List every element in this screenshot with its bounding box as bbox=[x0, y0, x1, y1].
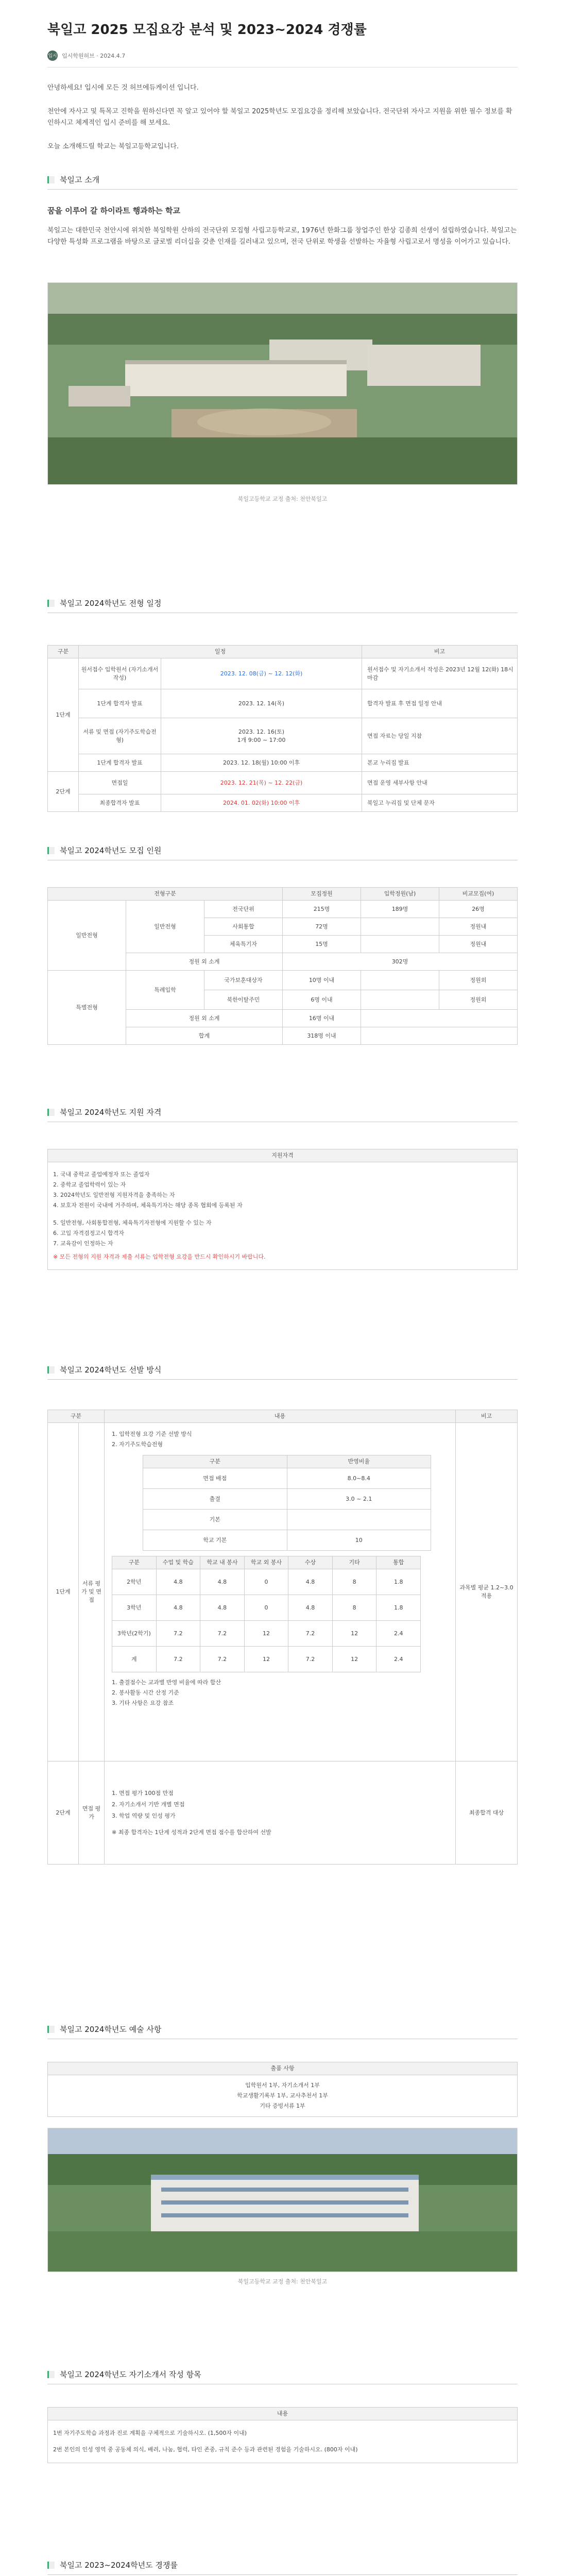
table-cell: 26명 bbox=[439, 901, 518, 918]
table bbox=[47, 2407, 518, 2463]
page-title: 북일고 2025 모집요강 분석 및 2023~2024 경쟁률 bbox=[47, 22, 367, 38]
table-row bbox=[112, 1569, 421, 1595]
table-cell: 체육특기자 bbox=[204, 936, 283, 953]
table-cell: 최종합격 대상 bbox=[456, 1761, 518, 1865]
intro bbox=[47, 82, 518, 152]
table-cell: 모집정원 bbox=[283, 888, 361, 901]
school-building-image bbox=[48, 283, 518, 485]
table-cell: 수상 bbox=[288, 1556, 333, 1569]
table-cell: 구분 bbox=[112, 1556, 157, 1569]
table-cell: 정원 외 소계 bbox=[126, 953, 283, 971]
table-cell: 과목별 평균 1.2~3.0 적용 bbox=[456, 1423, 518, 1761]
table bbox=[112, 1556, 421, 1672]
table-cell: 2.4 bbox=[376, 1647, 421, 1672]
table-cell: 2023. 12. 18(월) 10:00 이후 bbox=[161, 754, 362, 772]
table-cell: 16명 이내 bbox=[283, 1010, 361, 1027]
table-cell: 1.8 bbox=[376, 1595, 421, 1621]
text: 북일고 소개 bbox=[60, 175, 100, 184]
table-cell: 계 bbox=[112, 1647, 157, 1672]
table-row bbox=[112, 1647, 421, 1672]
section-competition bbox=[47, 2560, 518, 2575]
table-cell: 2024. 01. 02(화) 10:00 이후 bbox=[161, 794, 362, 812]
table-row bbox=[48, 901, 518, 918]
table-row bbox=[48, 2420, 518, 2463]
heading-mark-icon bbox=[47, 1366, 55, 1374]
section-heading bbox=[47, 598, 518, 613]
table-cell: 특례입학 bbox=[126, 971, 204, 1010]
author-name[interactable]: 입시학원허브 · 2024.4.7 bbox=[62, 52, 126, 59]
table-cell: 학교 외 봉사 bbox=[244, 1556, 288, 1569]
eligibility-line: 3. 2024학년도 일반전형 지원자격을 충족하는 자 bbox=[53, 1192, 175, 1198]
table-cell: 0 bbox=[244, 1569, 288, 1595]
table-cell: 7.2 bbox=[288, 1647, 333, 1672]
table-row bbox=[48, 772, 518, 794]
table-row bbox=[48, 1149, 518, 1162]
table-cell: 4.8 bbox=[200, 1569, 245, 1595]
text: 북일고 2023~2024학년도 경쟁률 bbox=[60, 2561, 178, 2570]
section-eligibility bbox=[47, 1107, 518, 1122]
schedule-table bbox=[47, 645, 518, 812]
photo-caption: 북일고등학교 교정 출처: 천안북일고 bbox=[237, 2278, 328, 2285]
table-cell: 4.8 bbox=[156, 1569, 200, 1595]
table-row bbox=[48, 646, 518, 658]
table-cell: 12 bbox=[332, 1621, 376, 1647]
table-cell: 12 bbox=[332, 1647, 376, 1672]
heading-mark-icon bbox=[47, 176, 55, 183]
table-cell: 318명 이내 bbox=[283, 1027, 361, 1045]
text: 북일고 2024학년도 전형 일정 bbox=[60, 599, 162, 608]
table-cell bbox=[287, 1510, 431, 1530]
table-cell: 일정 bbox=[79, 646, 362, 658]
table-cell: 4.8 bbox=[156, 1595, 200, 1621]
eligibility-table bbox=[47, 1149, 518, 1270]
table-cell: 12 bbox=[244, 1647, 288, 1672]
table-cell: 출결 bbox=[143, 1489, 287, 1510]
table-cell bbox=[105, 1761, 456, 1865]
table-cell: 전형구분 bbox=[48, 888, 283, 901]
table-cell: 15명 bbox=[283, 936, 361, 953]
intro-line: 천안에 자사고 및 특목고 진학을 원하신다면 꼭 알고 있어야 할 북일고 2025학년도 모집요강을 정리해 보았습니다. 전국단위 자사고 지원을 위한 필수 정보를 확인하시고 체계적인 입시 준비를 해 보세요. bbox=[47, 108, 512, 127]
section-heading bbox=[47, 2560, 518, 2575]
table-cell bbox=[361, 1027, 518, 1045]
table bbox=[47, 645, 518, 812]
section-heading bbox=[47, 845, 518, 860]
table-cell bbox=[361, 1010, 518, 1027]
eligibility-line: 7. 교육감이 인정하는 자 bbox=[53, 1240, 113, 1247]
text: 북일고 2024학년도 예술 사항 bbox=[60, 2025, 162, 2034]
section-documents bbox=[47, 2024, 518, 2039]
intro-line: 안녕하세요! 입시에 모든 것 허브에듀케이션 입니다. bbox=[47, 84, 199, 92]
text: 북일고 2024학년도 모집 인원 bbox=[60, 846, 162, 855]
heading-mark-icon bbox=[47, 2562, 55, 2569]
heading-mark-icon bbox=[47, 600, 55, 607]
eligibility-line: 1. 국내 중학교 졸업예정자 또는 졸업자 bbox=[53, 1171, 150, 1178]
text: 2. 자기주도학습전형 bbox=[112, 1441, 163, 1448]
table-row bbox=[48, 1761, 518, 1865]
table-cell: 수업 및 학습 bbox=[156, 1556, 200, 1569]
table-cell: 8.0~8.4 bbox=[287, 1468, 431, 1489]
table-cell: 전국단위 bbox=[204, 901, 283, 918]
table-cell bbox=[48, 2420, 518, 2463]
table-row bbox=[48, 2075, 518, 2117]
text: 3. 학업 역량 및 인성 평가 bbox=[112, 1812, 176, 1819]
text: 북일고 2024학년도 선발 방식 bbox=[60, 1365, 162, 1375]
table-cell: 원서접수 및 자기소개서 작성은 2023년 12월 12(화) 18시 마감 bbox=[362, 658, 518, 689]
table-cell: 본교 누리집 발표 bbox=[362, 754, 518, 772]
section-essay bbox=[47, 2369, 518, 2384]
heading-mark-icon bbox=[47, 1109, 55, 1116]
table-cell bbox=[105, 1423, 456, 1761]
table-cell: 내용 bbox=[105, 1410, 456, 1423]
table-cell: 7.2 bbox=[156, 1647, 200, 1672]
table-cell: 2023. 12. 14(목) bbox=[161, 689, 362, 718]
intro-line: 오늘 소개해드릴 학교는 북일고등학교입니다. bbox=[47, 143, 179, 150]
table-row bbox=[143, 1455, 431, 1468]
table-row bbox=[143, 1489, 431, 1510]
article-header bbox=[47, 22, 518, 67]
table-row bbox=[48, 1162, 518, 1270]
text: 2. 자기소개서 기반 개별 면접 bbox=[112, 1801, 185, 1808]
text: 2번 본인의 인성 영역 중 공동체 의식, 배려, 나눔, 협력, 타인 존중, 규칙 준수 등과 관련된 경험을 기술하시오. (800자 이내) bbox=[53, 2446, 358, 2453]
section-intro-school bbox=[47, 174, 518, 248]
table bbox=[47, 887, 518, 1045]
table-cell bbox=[361, 990, 439, 1010]
school-building-image bbox=[48, 2128, 518, 2272]
text: 3. 기타 사항은 요강 참조 bbox=[112, 1700, 174, 1706]
table-cell: 구분 bbox=[48, 1410, 105, 1423]
table-cell: 0 bbox=[244, 1595, 288, 1621]
table-cell: 1단계 bbox=[48, 658, 79, 772]
section-quota bbox=[47, 845, 518, 860]
table-cell: 2023. 12. 08(금) ~ 12. 12(화) bbox=[161, 658, 362, 689]
text: 기타 증빙서류 1부 bbox=[260, 2103, 305, 2109]
eligibility-line: 2. 중학교 졸업학력이 있는 자 bbox=[53, 1181, 126, 1188]
table-cell: 72명 bbox=[283, 918, 361, 936]
table-cell: 구분 bbox=[48, 646, 79, 658]
text: 1번 자기주도학습 과정과 진로 계획을 구체적으로 기술하시오. (1,500자 이내) bbox=[53, 2430, 247, 2436]
table-cell: 내용 bbox=[48, 2408, 518, 2420]
table bbox=[47, 2062, 518, 2117]
eligibility-note: ※ 모든 전형의 지원 자격과 제출 서류는 입학전형 요강을 반드시 확인하시기 바랍니다. bbox=[53, 1253, 266, 1260]
table-cell: 합격자 발표 후 면접 일정 안내 bbox=[362, 689, 518, 718]
table bbox=[47, 1149, 518, 1270]
text: 북일고 2024학년도 자기소개서 작성 항목 bbox=[60, 2370, 201, 2379]
photo-caption: 북일고등학교 교정 출처: 천안북일고 bbox=[237, 496, 328, 502]
table-cell: 구분 bbox=[143, 1455, 287, 1468]
section-heading bbox=[47, 2024, 518, 2039]
text: 입학원서 1부, 자기소개서 1부 bbox=[245, 2082, 320, 2089]
table-row bbox=[48, 718, 518, 754]
selection-table bbox=[47, 1410, 518, 1865]
table-cell: 2학년 bbox=[112, 1569, 157, 1595]
table-cell: 원서접수 입학원서 (자기소개서 작성) bbox=[79, 658, 161, 689]
section-selection bbox=[47, 1364, 518, 1380]
table-row bbox=[143, 1510, 431, 1530]
documents-table bbox=[47, 2062, 518, 2117]
table-cell: 2단계 bbox=[48, 1761, 79, 1865]
table-cell: 8 bbox=[332, 1569, 376, 1595]
table-row bbox=[112, 1621, 421, 1647]
heading-mark-icon bbox=[47, 2026, 55, 2033]
section-body: 북일고는 대한민국 천안시에 위치한 북일학원 산하의 전국단위 모집형 사립고등학교로, 1976년 한화그룹 창업주인 한상 김종희 선생이 설립하였습니다. 북일고는 다양한 특성화 프로그램을 바탕으로 글로벌 리더십을 갖춘 인재를 길러내고 있으며, 전국 단위로 학생을 선발하는 자율형 사립고로서 명성을 이어가고 있습니다. bbox=[47, 227, 517, 246]
eligibility-line: 5. 일반전형, 사회통합전형, 체육특기자전형에 지원할 수 있는 자 bbox=[53, 1219, 212, 1226]
table-cell: 7.2 bbox=[200, 1647, 245, 1672]
section-subtitle: 꿈을 이루어 갈 하이라트 행과하는 학교 bbox=[47, 206, 180, 215]
section-heading bbox=[47, 1364, 518, 1380]
table-cell: 정원내 bbox=[439, 936, 518, 953]
table bbox=[143, 1455, 431, 1551]
table-cell: 지원자격 bbox=[48, 1149, 518, 1162]
quota-table bbox=[47, 887, 518, 1045]
table-row bbox=[48, 794, 518, 812]
table-cell: 2단계 bbox=[48, 772, 79, 812]
table-cell: 4.8 bbox=[288, 1569, 333, 1595]
text: 1. 출결점수는 교과별 반영 비율에 따라 합산 bbox=[112, 1679, 221, 1686]
table-row bbox=[48, 1410, 518, 1423]
table-row bbox=[48, 658, 518, 689]
table-cell: 1단계 합격자 발표 bbox=[79, 689, 161, 718]
heading-mark-icon bbox=[47, 2371, 55, 2378]
table-cell: 1단계 bbox=[48, 1423, 79, 1761]
table-cell: 서류 및 면접 (자기주도학습전형) bbox=[79, 718, 161, 754]
section-schedule bbox=[47, 598, 518, 613]
table-cell: 일반전형 bbox=[48, 901, 126, 971]
table-cell: 면접 자료는 당일 지참 bbox=[362, 718, 518, 754]
table-cell: 일반전형 bbox=[126, 901, 204, 953]
table-cell: 1단계 합격자 발표 bbox=[79, 754, 161, 772]
table-cell: 서류 평가 및 면접 bbox=[79, 1423, 105, 1761]
table-cell: 10 bbox=[287, 1530, 431, 1551]
table-cell: 북일고 누리집 및 단체 문자 bbox=[362, 794, 518, 812]
table-cell: 12 bbox=[244, 1621, 288, 1647]
table-cell: 4.8 bbox=[288, 1595, 333, 1621]
table-cell: 10명 이내 bbox=[283, 971, 361, 990]
table-cell: 정원외 bbox=[439, 971, 518, 990]
table-row bbox=[48, 2062, 518, 2075]
table-cell: 면접 운영 세부사항 안내 bbox=[362, 772, 518, 794]
table-row bbox=[143, 1468, 431, 1489]
table-cell: 특별전형 bbox=[48, 971, 126, 1045]
table-cell: 189명 bbox=[361, 901, 439, 918]
table-cell: 7.2 bbox=[200, 1621, 245, 1647]
table-cell: 2023. 12. 16(토) 1개 9:00 ~ 17:00 bbox=[161, 718, 362, 754]
table-cell: 7.2 bbox=[288, 1621, 333, 1647]
table-cell: 최종합격자 발표 bbox=[79, 794, 161, 812]
author-row bbox=[47, 50, 518, 61]
table-cell: 면접 배점 bbox=[143, 1468, 287, 1489]
table-cell: 6명 이내 bbox=[283, 990, 361, 1010]
table-cell bbox=[361, 936, 439, 953]
table-cell: 비고 bbox=[362, 646, 518, 658]
table-cell: 사회통합 bbox=[204, 918, 283, 936]
table-cell: 7.2 bbox=[156, 1621, 200, 1647]
table-cell: 3학년 bbox=[112, 1595, 157, 1621]
text: ※ 최종 합격자는 1단계 성적과 2단계 면접 점수를 합산하여 선발 bbox=[112, 1828, 271, 1836]
table-cell: 정원내 bbox=[439, 918, 518, 936]
table-cell: 비고 bbox=[456, 1410, 518, 1423]
table-cell: 3학년(2학기) bbox=[112, 1621, 157, 1647]
table-cell: 학교 기본 bbox=[143, 1530, 287, 1551]
table-cell: 국가보훈대상자 bbox=[204, 971, 283, 990]
section-heading bbox=[47, 174, 518, 190]
table-cell: 4.8 bbox=[200, 1595, 245, 1621]
text: 북일고 2024학년도 지원 자격 bbox=[60, 1108, 162, 1117]
section-heading bbox=[47, 1107, 518, 1122]
table-cell: 통합 bbox=[376, 1556, 421, 1569]
table-cell: 302명 bbox=[283, 953, 518, 971]
section-heading bbox=[47, 2369, 518, 2384]
table-cell: 입학정원(남) bbox=[361, 888, 439, 901]
table-row bbox=[112, 1556, 421, 1569]
table-cell: 2023. 12. 21(목) ~ 12. 22(금) bbox=[161, 772, 362, 794]
table-cell: 면접 평가 bbox=[79, 1761, 105, 1865]
essay-table bbox=[47, 2407, 518, 2463]
table-cell: 기본 bbox=[143, 1510, 287, 1530]
text: 1. 면접 평가 100점 만점 bbox=[112, 1789, 174, 1797]
table-cell: 기타 bbox=[332, 1556, 376, 1569]
table-cell bbox=[48, 1162, 518, 1270]
table-cell bbox=[48, 2075, 518, 2117]
heading-mark-icon bbox=[47, 847, 55, 854]
table-cell: 정원 외 소계 bbox=[126, 1010, 283, 1027]
table-cell: 정원외 bbox=[439, 990, 518, 1010]
table-row bbox=[143, 1530, 431, 1551]
table bbox=[47, 1410, 518, 1865]
table-cell: 1.8 bbox=[376, 1569, 421, 1595]
table-row bbox=[48, 888, 518, 901]
table-cell: 반영비율 bbox=[287, 1455, 431, 1468]
table-row bbox=[48, 1423, 518, 1761]
table-cell: 2.4 bbox=[376, 1621, 421, 1647]
text: 2. 봉사활동 시간 산정 기준 bbox=[112, 1689, 179, 1696]
table-cell: 3.0 ~ 2.1 bbox=[287, 1489, 431, 1510]
table-row bbox=[112, 1595, 421, 1621]
table-cell: 215명 bbox=[283, 901, 361, 918]
table-cell: 출품 사항 bbox=[48, 2062, 518, 2075]
table-cell bbox=[361, 971, 439, 990]
table-cell: 비교모집(여) bbox=[439, 888, 518, 901]
eligibility-line: 4. 보호자 전원이 국내에 거주하며, 체육특기자는 해당 종목 협회에 등록된 자 bbox=[53, 1202, 243, 1209]
table-cell bbox=[361, 918, 439, 936]
eligibility-line: 6. 고입 자격검정고시 합격자 bbox=[53, 1230, 124, 1236]
school-photo bbox=[47, 282, 518, 485]
table-row bbox=[48, 971, 518, 990]
text: 학교생활기록부 1부, 교사추천서 1부 bbox=[237, 2092, 328, 2099]
table-row bbox=[48, 689, 518, 718]
table-row bbox=[48, 2408, 518, 2420]
text: 1. 입학전형 요강 기준 선발 방식 bbox=[112, 1431, 192, 1437]
table-cell: 합계 bbox=[126, 1027, 283, 1045]
table-cell: 8 bbox=[332, 1595, 376, 1621]
avatar[interactable]: 입시 bbox=[47, 50, 58, 61]
school-photo-2 bbox=[47, 2128, 518, 2272]
table-cell: 북한이탈주민 bbox=[204, 990, 283, 1010]
table-row bbox=[48, 754, 518, 772]
table-cell: 학교 내 봉사 bbox=[200, 1556, 245, 1569]
table-cell: 면접일 bbox=[79, 772, 161, 794]
